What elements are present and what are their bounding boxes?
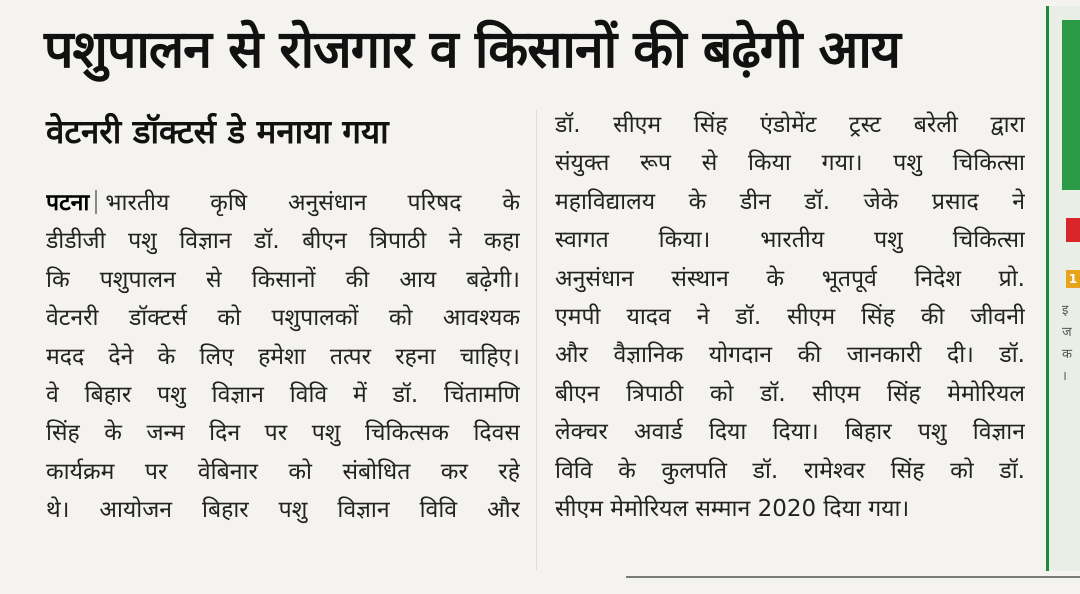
body-line: कार्यक्रम पर वेबिनार को संबोधित कर रहे	[46, 458, 520, 485]
adjacent-article-text	[1062, 300, 1080, 388]
edge-snippet: ज	[1062, 325, 1072, 340]
edge-snippet: क	[1062, 347, 1072, 362]
body-line: स्वागत किया। भारतीय पशु चिकित्सा	[555, 227, 1025, 254]
body-line: संयुक्त रूप से किया गया। पशु चिकित्सा	[555, 150, 1025, 177]
headline: पशुपालन से रोजगार व किसानों की बढ़ेगी आय	[44, 20, 900, 80]
body-line: सीएम मेमोरियल सम्मान 2020 दिया गया।	[555, 496, 910, 523]
edge-snippet: ।	[1062, 369, 1067, 384]
body-line: और वैज्ञानिक योगदान की जानकारी दी। डॉ.	[555, 342, 1025, 369]
body-line: महाविद्यालय के डीन डॉ. जेके प्रसाद ने	[555, 188, 1025, 215]
body-line: वेटनरी डॉक्टर्स को पशुपालकों को आवश्यक	[46, 305, 520, 332]
dateline: पटना	[46, 190, 90, 216]
edge-snippet: इ	[1062, 303, 1069, 318]
article-column-left	[46, 184, 520, 530]
bottom-rule	[626, 576, 1080, 578]
body-line: सिंह के जन्म दिन पर पशु चिकित्सक दिवस	[46, 420, 520, 447]
subheadline: वेटनरी डॉक्टर्स डे मनाया गया	[46, 112, 389, 151]
body-line: कि पशुपालन से किसानों की आय बढ़ेगी।	[46, 266, 520, 293]
body-text: भारतीय कृषि अनुसंधान परिषद के	[105, 190, 520, 216]
body-line: अनुसंधान संस्थान के भूतपूर्व निदेश प्रो.	[555, 265, 1025, 292]
body-line: विवि के कुलपति डॉ. रामेश्वर सिंह को डॉ.	[555, 457, 1025, 484]
body-line: डॉ. सीएम सिंह एंडोमेंट ट्रस्ट बरेली द्वारा	[555, 112, 1025, 138]
body-line	[46, 184, 520, 222]
body-line: थे। आयोजन बिहार पशु विज्ञान विवि और	[46, 497, 520, 524]
adjacent-tag-text: 1	[1068, 272, 1078, 286]
dateline-separator	[95, 190, 97, 214]
body-line: एमपी यादव ने डॉ. सीएम सिंह की जीवनी	[555, 304, 1025, 331]
body-line: मदद देने के लिए हमेशा तत्पर रहना चाहिए।	[46, 343, 520, 370]
body-line: डीडीजी पशु विज्ञान डॉ. बीएन त्रिपाठी ने कहा	[46, 228, 520, 255]
column-gutter	[536, 110, 537, 570]
body-line: लेक्चर अवार्ड दिया दिया। बिहार पशु विज्ञान	[555, 419, 1025, 446]
body-line: बीएन त्रिपाठी को डॉ. सीएम सिंह मेमोरियल	[555, 380, 1025, 407]
body-line: वे बिहार पशु विज्ञान विवि में डॉ. चिंतामणि	[46, 382, 520, 409]
article-column-right	[555, 106, 1025, 528]
adjacent-orange-tag	[1066, 270, 1080, 288]
adjacent-red-tag	[1066, 218, 1080, 242]
adjacent-green-block	[1062, 20, 1080, 190]
